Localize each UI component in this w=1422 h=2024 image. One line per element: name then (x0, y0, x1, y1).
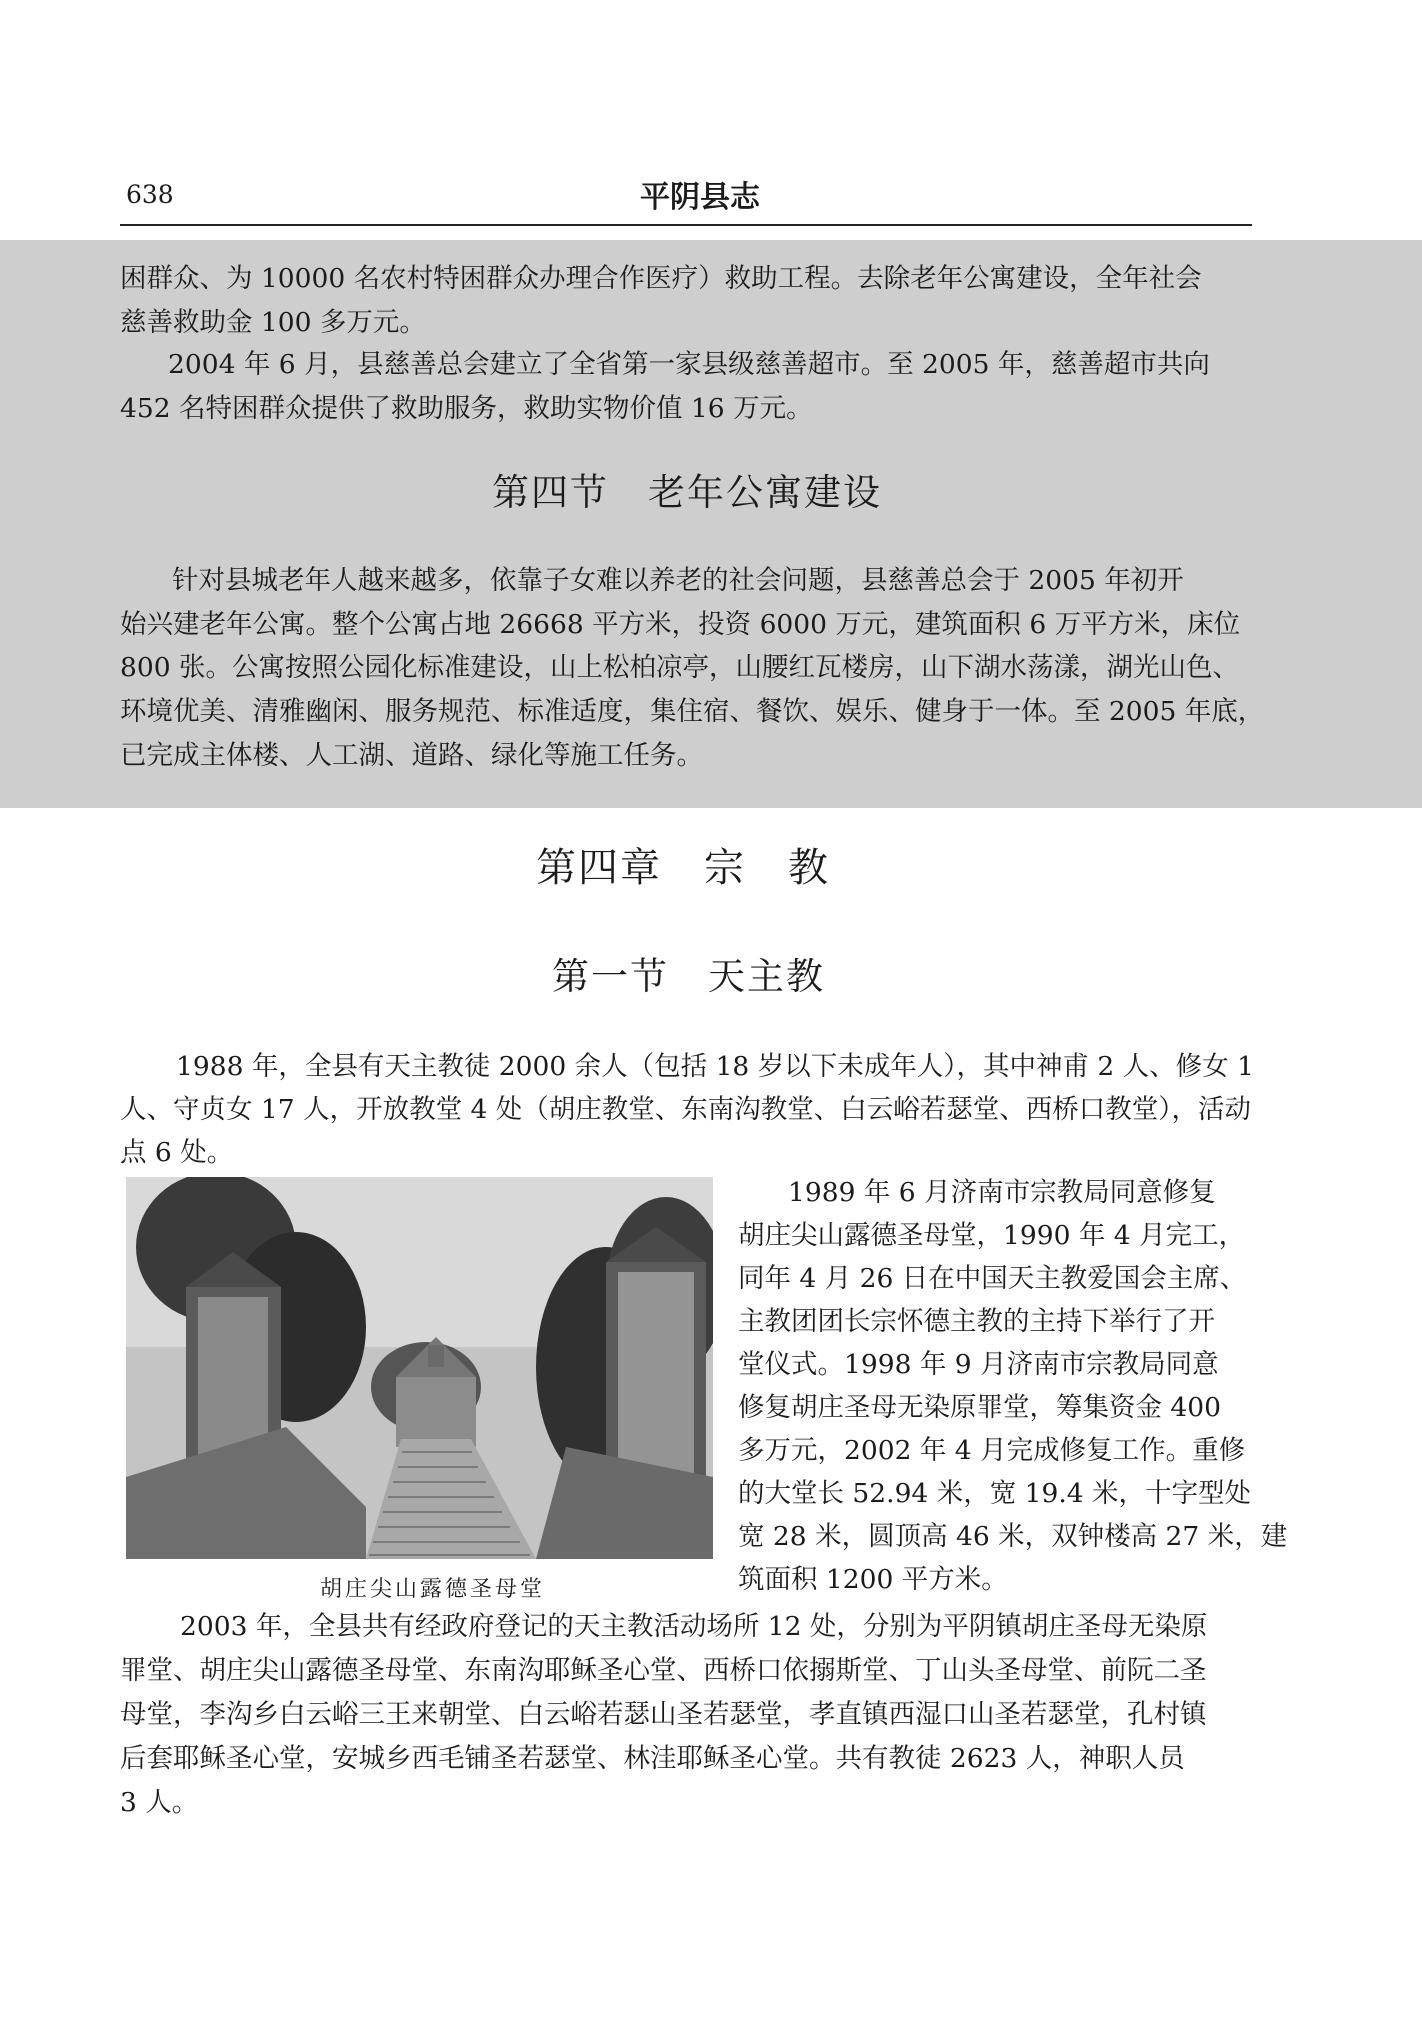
text-line: 筑面积 1200 平方米。 (738, 1564, 1008, 1595)
header-rule (120, 224, 1252, 226)
text-line: 针对县城老年人越来越多，依靠子女难以养老的社会问题，县慈善总会于 2005 年初开 (172, 565, 1184, 596)
text-line: 宽 28 米，圆顶高 46 米，双钟楼高 27 米，建 (738, 1521, 1288, 1552)
text-line: 困群众、为 10000 名农村特困群众办理合作医疗）救助工程。去除老年公寓建设，全年社会 (120, 263, 1202, 294)
text-line: 3 人。 (120, 1787, 199, 1818)
text-line: 点 6 处。 (120, 1137, 234, 1168)
text-line: 452 名特困群众提供了救助服务，救助实物价值 16 万元。 (120, 393, 813, 424)
text-line: 环境优美、清雅幽闲、服务规范、标准适度，集住宿、餐饮、娱乐、健身于一体。至 2005 年底， (120, 696, 1265, 727)
page-number: 638 (126, 180, 174, 209)
text-line: 母堂，李沟乡白云峪三王来朝堂、白云峪若瑟山圣若瑟堂，孝直镇西湿口山圣若瑟堂，孔村镇 (120, 1699, 1207, 1730)
text-line: 慈善救助金 100 多万元。 (120, 307, 426, 338)
text-line: 的大堂长 52.94 米，宽 19.4 米，十字型处 (738, 1478, 1252, 1509)
text-line: 1989 年 6 月济南市宗教局同意修复 (788, 1177, 1216, 1208)
photo-caption: 胡庄尖山露德圣母堂 (320, 1577, 546, 1602)
text-line: 堂仪式。1998 年 9 月济南市宗教局同意 (738, 1349, 1219, 1380)
chapter-title: 第四章 宗 教 (536, 845, 830, 891)
text-line: 罪堂、胡庄尖山露德圣母堂、东南沟耶稣圣心堂、西桥口依搦斯堂、丁山头圣母堂、前阮二圣 (120, 1655, 1207, 1686)
church-photo-graphic (126, 1177, 713, 1559)
section-title: 第四节 老年公寓建设 (492, 471, 882, 514)
text-line: 已完成主体楼、人工湖、道路、绿化等施工任务。 (120, 740, 703, 771)
text-line: 主教团团长宗怀德主教的主持下举行了开 (738, 1306, 1215, 1337)
text-line: 同年 4 月 26 日在中国天主教爱国会主席、 (738, 1263, 1247, 1294)
text-line: 人、守贞女 17 人，开放教堂 4 处（胡庄教堂、东南沟教堂、白云峪若瑟堂、西桥口教堂），活动 (120, 1094, 1252, 1125)
text-line: 胡庄尖山露德圣母堂，1990 年 4 月完工， (738, 1220, 1246, 1251)
text-line: 2004 年 6 月，县慈善总会建立了全省第一家县级慈善超市。至 2005 年，慈善超市共向 (168, 349, 1210, 380)
church-photo (126, 1177, 713, 1559)
text-line: 始兴建老年公寓。整个公寓占地 26668 平方米，投资 6000 万元，建筑面积 6 万平方米，床位 (120, 609, 1241, 640)
text-line: 800 张。公寓按照公园化标准建设，山上松柏凉亭，山腰红瓦楼房，山下湖水荡漾，湖光山色、 (120, 652, 1240, 683)
section-title: 第一节 天主教 (552, 955, 825, 998)
text-line: 后套耶稣圣心堂，安城乡西毛铺圣若瑟堂、林洼耶稣圣心堂。共有教徒 2623 人，神职人员 (120, 1743, 1185, 1774)
book-title: 平阴县志 (640, 180, 760, 215)
text-line: 1988 年，全县有天主教徒 2000 余人（包括 18 岁以下未成年人），其中神甫 2 人、修女 1 (176, 1051, 1254, 1082)
text-line: 修复胡庄圣母无染原罪堂，筹集资金 400 (738, 1392, 1222, 1423)
text-line: 多万元，2002 年 4 月完成修复工作。重修 (738, 1435, 1246, 1466)
text-line: 2003 年，全县共有经政府登记的天主教活动场所 12 处，分别为平阴镇胡庄圣母无染原 (180, 1611, 1208, 1642)
